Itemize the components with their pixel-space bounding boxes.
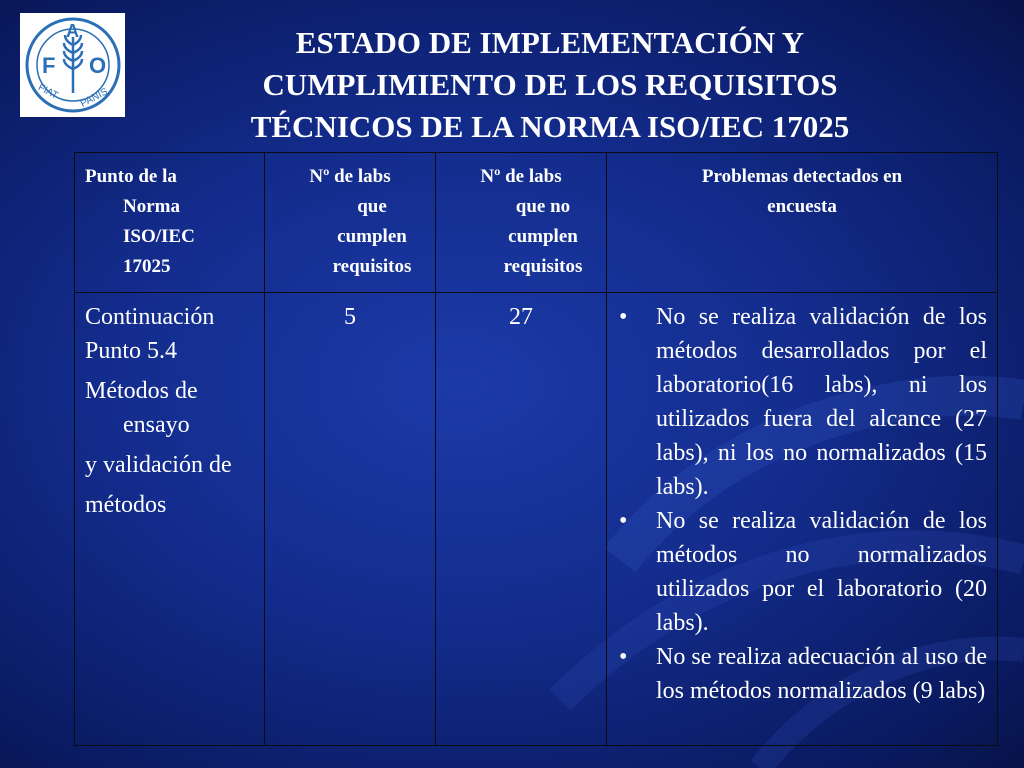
fao-logo	[20, 13, 125, 117]
table-header-row	[75, 153, 998, 293]
header-labs-no-cumplen: Nº de labs que no cumplen requisitos	[436, 153, 607, 293]
logo-motto-panis: PANIS	[78, 86, 110, 110]
title-line-3: TÉCNICOS DE LA NORMA ISO/IEC 17025	[250, 109, 850, 144]
logo-letter-o: O	[88, 53, 106, 78]
problem-list	[619, 300, 987, 708]
cell-problemas	[607, 293, 998, 746]
title-line-1: ESTADO DE IMPLEMENTACIÓN Y	[295, 25, 805, 60]
header-problemas: Problemas detectados en encuesta	[607, 153, 998, 293]
fao-emblem-icon	[23, 15, 123, 115]
requirements-table	[74, 152, 998, 746]
logo-motto-fiat: FIAT	[35, 82, 60, 102]
logo-letter-f: F	[41, 53, 55, 78]
list-item: • No se realiza validación de los métodos no normalizados utilizados por el laboratorio (20 labs).	[619, 504, 987, 640]
cell-labs-cumplen: 5	[265, 293, 436, 746]
header-labs-cumplen: Nº de labs que cumplen requisitos	[265, 153, 436, 293]
slide-title	[160, 22, 940, 148]
list-item: • No se realiza validación de los métodos desarrollados por el laboratorio(16 labs), ni los utilizados fuera del alcance (27 labs), ni los no normalizados (15 labs).	[619, 300, 987, 504]
table-row	[75, 293, 998, 746]
title-line-2: CUMPLIMIENTO DE LOS REQUISITOS	[262, 67, 838, 102]
header-punto: Punto de la Norma ISO/IEC 17025	[75, 153, 265, 293]
cell-punto: Continuación Punto 5.4 Métodos de ensayo y validación de métodos	[75, 293, 265, 746]
list-item: • No se realiza adecuación al uso de los métodos normalizados (9 labs)	[619, 640, 987, 708]
logo-letter-a: A	[65, 21, 79, 41]
cell-labs-no-cumplen: 27	[436, 293, 607, 746]
